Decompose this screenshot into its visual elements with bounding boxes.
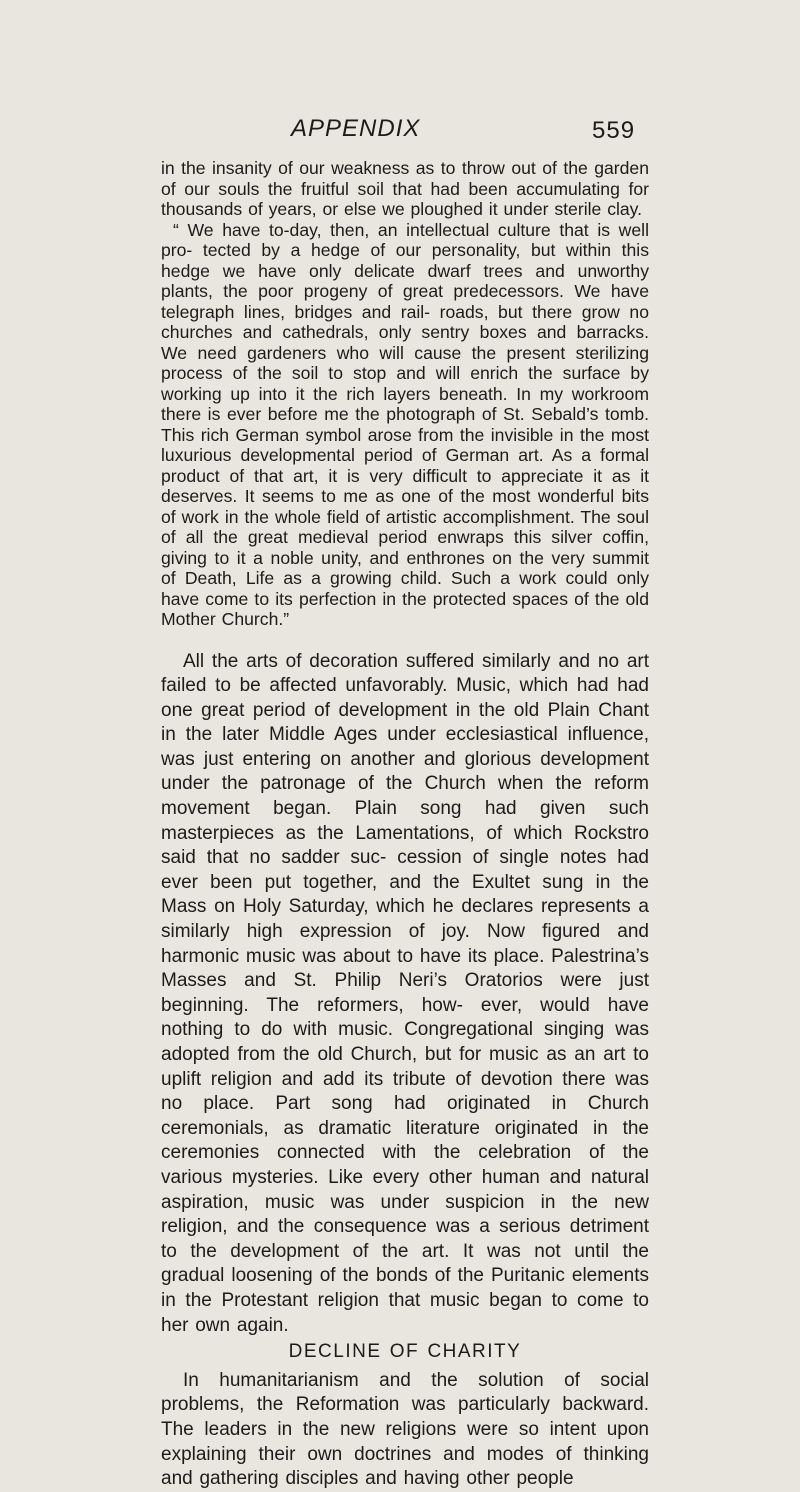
page-number: 559 — [592, 117, 636, 144]
quote-paragraph: “ We have to-day, then, an intellectual culture that is well pro- tected by a hedge of our personality, but within this hedge we have only delicate dwarf trees and unworthy plants, the poor progeny of great predecessors. We have telegraph lines, bridges and rail- roads, but there grow no churches and cathedrals, only sentry boxes and barracks. We need gardeners who will cause the present sterilizing process of the soil to stop and will enrich the surface by working up into it the rich layers beneath. In my workroom there is ever before me the photograph of St. Sebald’s tomb. This rich German symbol arose from the invisible in the most luxurious developmental period of German art. As a formal product of that art, it is very difficult to appreciate it as it deserves. It seems to me as one of the most wonderful bits of work in the whole field of artistic accomplishment. The soul of all the great medieval period enwraps this silver coffin, giving to it a noble unity, and enthrones on the very summit of Death, Life as a growing child. Such a work could only have come to its perfection in the protected spaces of the old Mother Church.” — [161, 219, 649, 629]
running-head — [0, 115, 800, 155]
body-paragraph: All the arts of decoration suffered similarly and no art failed to be affected unfavorably. Music, which had had one great period of development in the old Plain Chant in the later Middle Ages under ecclesiastical influence, was just entering on another and glorious development under the patronage of the Church when the reform movement began. Plain song had given such masterpieces as the Lamentations, of which Rockstro said that no sadder suc- cession of single notes had ever been put together, and the Exultet sung in the Mass on Holy Saturday, which he declares represents a similarly high expression of joy. Now figured and harmonic music was about to have its place. Palestrina’s Masses and St. Philip Neri’s Oratorios were just beginning. The reformers, how- ever, would have nothing to do with music. Congregational singing was adopted from the old Church, but for music as an art to uplift religion and add its tribute of devotion there was no place. Part song had originated in Church ceremonials, as dramatic literature originated in the ceremonies connected with the celebration of the various mysteries. Like every other human and natural aspiration, music was under suspicion in the new religion, and the consequence was a serious detriment to the development of the art. It was not until the gradual loosening of the bonds of the Puritanic elements in the Protestant religion that music began to come to her own again. — [161, 650, 649, 1336]
section-heading: DECLINE OF CHARITY — [288, 1341, 522, 1363]
quote-paragraph: in the insanity of our weakness as to throw out of the garden of our souls the fruitful soil that had been accumulating for thousands of years, or else we ploughed it under sterile clay. — [161, 158, 649, 219]
running-title: APPENDIX — [291, 115, 421, 142]
page-body — [161, 158, 649, 1492]
main-text — [161, 650, 649, 1492]
body-paragraph: In humanitarianism and the solution of social problems, the Reformation was particularly backward. The leaders in the new religions were so intent upon explaining their own doctrines and modes of thinking and gathering disciples and having other people — [161, 1369, 649, 1490]
quoted-passage — [161, 158, 649, 630]
